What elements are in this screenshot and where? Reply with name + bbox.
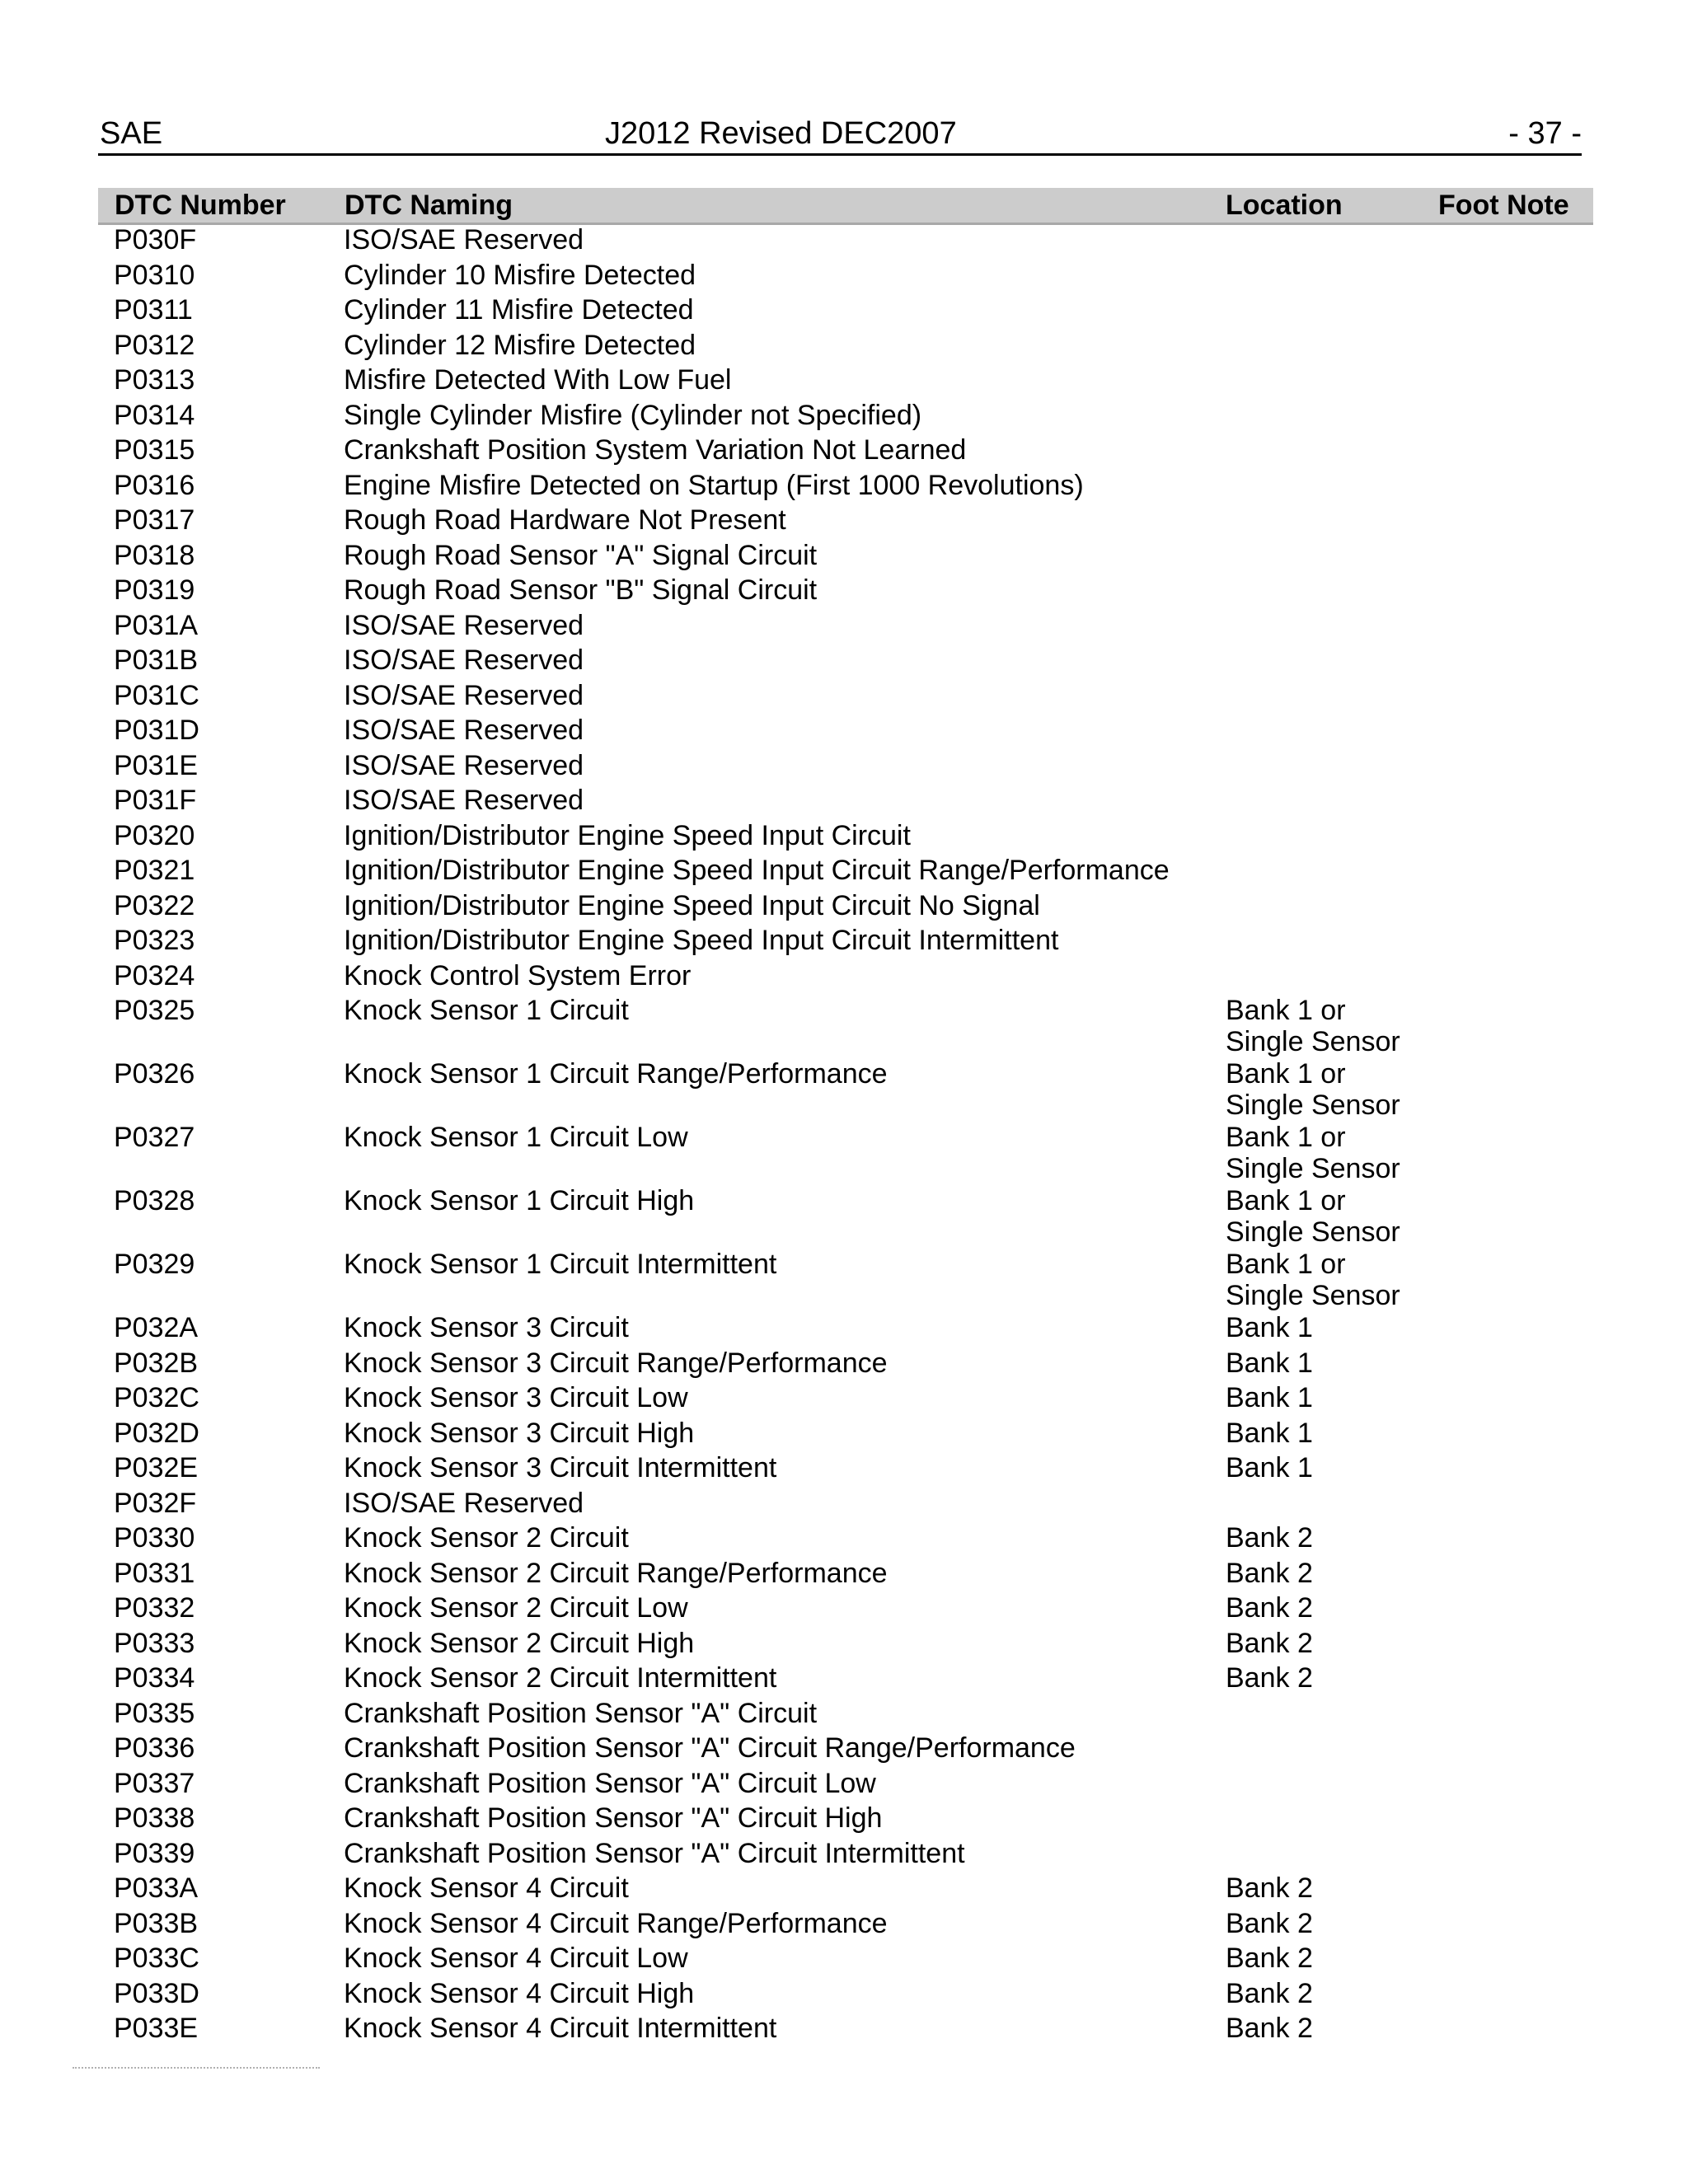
- dtc-naming-cell: ISO/SAE Reserved: [344, 224, 584, 255]
- dtc-number-cell: P032F: [114, 1487, 197, 1519]
- dtc-naming-cell: Crankshaft Position Sensor "A" Circuit Range/Performance: [344, 1732, 1076, 1764]
- dtc-number-cell: P0335: [114, 1697, 195, 1729]
- table-row: [0, 713, 1688, 748]
- dtc-number-cell: P0331: [114, 1557, 195, 1589]
- dtc-naming-cell: Ignition/Distributor Engine Speed Input Circuit No Signal: [344, 889, 1040, 921]
- dtc-number-cell: P0310: [114, 259, 195, 291]
- table-row: [0, 258, 1688, 293]
- dtc-number-cell: P032D: [114, 1417, 199, 1449]
- dtc-naming-cell: Single Cylinder Misfire (Cylinder not Specified): [344, 399, 922, 431]
- location-cell: Bank 1 or Single Sensor: [1226, 1185, 1400, 1248]
- table-row: [0, 503, 1688, 538]
- dtc-naming-cell: Knock Sensor 3 Circuit: [344, 1312, 629, 1343]
- footer-divider: [73, 2067, 320, 2070]
- dtc-naming-cell: Crankshaft Position System Variation Not Learned: [344, 434, 967, 466]
- dtc-number-cell: P0313: [114, 364, 195, 396]
- table-row: [0, 1486, 1688, 1521]
- dtc-number-cell: P0311: [114, 294, 193, 326]
- dtc-naming-cell: Cylinder 12 Misfire Detected: [344, 329, 696, 361]
- dtc-number-cell: P0336: [114, 1732, 195, 1764]
- dtc-number-cell: P0338: [114, 1802, 195, 1834]
- location-cell: Bank 1: [1226, 1382, 1313, 1413]
- table-row: [0, 783, 1688, 818]
- dtc-number-cell: P0337: [114, 1767, 195, 1799]
- dtc-naming-cell: ISO/SAE Reserved: [344, 715, 584, 746]
- dtc-naming-cell: Knock Sensor 3 Circuit Intermittent: [344, 1452, 777, 1483]
- dtc-naming-cell: Knock Sensor 4 Circuit Intermittent: [344, 2013, 777, 2044]
- location-cell: Bank 1 or Single Sensor: [1226, 1249, 1400, 1311]
- column-header-foot-note: Foot Note: [1438, 190, 1569, 221]
- table-row: [0, 363, 1688, 398]
- dtc-number-cell: P0325: [114, 995, 195, 1026]
- table-row: [0, 1696, 1688, 1732]
- dtc-number-cell: P0320: [114, 819, 195, 851]
- dtc-number-cell: P033D: [114, 1977, 199, 2009]
- dtc-number-cell: P0315: [114, 434, 195, 466]
- table-row: [0, 818, 1688, 854]
- dtc-number-cell: P0333: [114, 1627, 195, 1659]
- dtc-naming-cell: Knock Sensor 2 Circuit Intermittent: [344, 1662, 777, 1694]
- dtc-naming-cell: ISO/SAE Reserved: [344, 644, 584, 676]
- dtc-number-cell: P032B: [114, 1347, 199, 1379]
- column-header-dtc-number: DTC Number: [115, 190, 286, 221]
- dtc-number-cell: P030F: [114, 224, 197, 255]
- location-cell: Bank 1 or Single Sensor: [1226, 1058, 1400, 1121]
- dtc-naming-cell: Knock Sensor 4 Circuit Range/Performance: [344, 1907, 888, 1939]
- table-row: [0, 1801, 1688, 1836]
- table-row: [0, 608, 1688, 644]
- location-cell: Bank 1 or Single Sensor: [1226, 995, 1400, 1057]
- column-header-location: Location: [1226, 190, 1343, 221]
- dtc-naming-cell: Misfire Detected With Low Fuel: [344, 364, 732, 396]
- dtc-naming-cell: Ignition/Distributor Engine Speed Input Circuit: [344, 819, 911, 851]
- location-cell: Bank 1: [1226, 1347, 1313, 1379]
- table-row: [0, 1346, 1688, 1381]
- dtc-number-cell: P032E: [114, 1452, 199, 1483]
- location-cell: Bank 2: [1226, 1522, 1313, 1554]
- dtc-number-cell: P0316: [114, 469, 195, 501]
- dtc-naming-cell: ISO/SAE Reserved: [344, 749, 584, 781]
- dtc-number-cell: P0329: [114, 1249, 195, 1280]
- table-row: [0, 1941, 1688, 1976]
- header-doc-title: J2012 Revised DEC2007: [605, 116, 957, 151]
- table-row: [0, 1556, 1688, 1591]
- dtc-naming-cell: Cylinder 11 Misfire Detected: [344, 294, 694, 326]
- dtc-number-cell: P033C: [114, 1943, 199, 1974]
- dtc-naming-cell: ISO/SAE Reserved: [344, 609, 584, 641]
- dtc-number-cell: P0334: [114, 1662, 195, 1694]
- dtc-number-cell: P0326: [114, 1058, 195, 1090]
- dtc-naming-cell: Crankshaft Position Sensor "A" Circuit High: [344, 1802, 883, 1834]
- dtc-number-cell: P0328: [114, 1185, 195, 1216]
- location-cell: Bank 1: [1226, 1312, 1313, 1343]
- dtc-naming-cell: Knock Sensor 4 Circuit: [344, 1872, 629, 1904]
- dtc-naming-cell: Rough Road Sensor "B" Signal Circuit: [344, 574, 818, 606]
- dtc-naming-cell: Knock Sensor 1 Circuit Low: [344, 1122, 688, 1153]
- dtc-naming-cell: Knock Sensor 1 Circuit Intermittent: [344, 1249, 777, 1280]
- table-row: [0, 748, 1688, 784]
- dtc-number-cell: P0324: [114, 959, 195, 991]
- dtc-number-cell: P0332: [114, 1592, 195, 1624]
- dtc-number-cell: P031F: [114, 785, 197, 816]
- location-cell: Bank 2: [1226, 1872, 1313, 1904]
- table-row: [0, 1661, 1688, 1696]
- table-row: [0, 643, 1688, 678]
- dtc-naming-cell: Ignition/Distributor Engine Speed Input Circuit Range/Performance: [344, 855, 1170, 886]
- location-cell: Bank 1 or Single Sensor: [1226, 1122, 1400, 1184]
- table-row: [0, 398, 1688, 434]
- location-cell: Bank 2: [1226, 1627, 1313, 1659]
- dtc-number-cell: P0317: [114, 504, 195, 536]
- dtc-number-cell: P031B: [114, 644, 199, 676]
- dtc-number-cell: P031A: [114, 609, 199, 641]
- dtc-naming-cell: Cylinder 10 Misfire Detected: [344, 259, 696, 291]
- table-row: [0, 1591, 1688, 1626]
- location-cell: Bank 2: [1226, 1943, 1313, 1974]
- column-header-dtc-naming: DTC Naming: [345, 190, 513, 221]
- table-row: [0, 1247, 1688, 1310]
- dtc-naming-cell: ISO/SAE Reserved: [344, 785, 584, 816]
- location-cell: Bank 2: [1226, 1662, 1313, 1694]
- table-row: [0, 1836, 1688, 1872]
- table-row: [0, 923, 1688, 958]
- dtc-naming-cell: ISO/SAE Reserved: [344, 1487, 584, 1519]
- dtc-number-cell: P0322: [114, 889, 195, 921]
- dtc-naming-cell: Knock Sensor 3 Circuit Low: [344, 1382, 688, 1413]
- table-row: [0, 223, 1688, 258]
- dtc-naming-cell: Knock Sensor 2 Circuit: [344, 1522, 629, 1554]
- table-row: [0, 1626, 1688, 1661]
- header-page-number: - 37 -: [1508, 116, 1582, 151]
- dtc-number-cell: P033B: [114, 1907, 199, 1939]
- table-row: [0, 1976, 1688, 2012]
- table-row: [0, 958, 1688, 994]
- location-cell: Bank 1: [1226, 1452, 1313, 1483]
- location-cell: Bank 2: [1226, 1592, 1313, 1624]
- dtc-naming-cell: Knock Sensor 4 Circuit High: [344, 1977, 695, 2009]
- dtc-naming-cell: Knock Sensor 2 Circuit High: [344, 1627, 695, 1659]
- table-row: [0, 468, 1688, 504]
- table-row: [0, 1451, 1688, 1486]
- dtc-naming-cell: Knock Sensor 1 Circuit: [344, 995, 629, 1026]
- dtc-naming-cell: Knock Sensor 2 Circuit Range/Performance: [344, 1557, 888, 1589]
- dtc-number-cell: P0323: [114, 925, 195, 956]
- page-header: [98, 117, 1582, 156]
- table-row: [0, 1057, 1688, 1120]
- table-row: [0, 1310, 1688, 1346]
- dtc-naming-cell: Knock Sensor 1 Circuit Range/Performance: [344, 1058, 888, 1090]
- dtc-naming-cell: Crankshaft Position Sensor "A" Circuit Intermittent: [344, 1837, 965, 1869]
- dtc-number-cell: P0314: [114, 399, 195, 431]
- dtc-naming-cell: ISO/SAE Reserved: [344, 679, 584, 711]
- table-row: [0, 1731, 1688, 1766]
- table-row: [0, 538, 1688, 574]
- table-row: [0, 678, 1688, 714]
- dtc-number-cell: P0318: [114, 539, 195, 571]
- dtc-number-cell: P031E: [114, 749, 199, 781]
- dtc-naming-cell: Knock Sensor 3 Circuit High: [344, 1417, 695, 1449]
- table-row: [0, 1380, 1688, 1416]
- dtc-naming-cell: Knock Sensor 4 Circuit Low: [344, 1943, 688, 1974]
- dtc-naming-cell: Knock Sensor 3 Circuit Range/Performance: [344, 1347, 888, 1379]
- dtc-naming-cell: Knock Sensor 1 Circuit High: [344, 1185, 695, 1216]
- table-row: [0, 853, 1688, 888]
- dtc-naming-cell: Knock Sensor 2 Circuit Low: [344, 1592, 688, 1624]
- dtc-number-cell: P0312: [114, 329, 195, 361]
- dtc-naming-cell: Rough Road Sensor "A" Signal Circuit: [344, 539, 818, 571]
- dtc-naming-cell: Rough Road Hardware Not Present: [344, 504, 786, 536]
- dtc-number-cell: P0330: [114, 1522, 195, 1554]
- header-org: SAE: [100, 116, 163, 151]
- table-row: [0, 433, 1688, 468]
- dtc-number-cell: P033E: [114, 2013, 199, 2044]
- location-cell: Bank 2: [1226, 2013, 1313, 2044]
- table-row: [0, 1521, 1688, 1556]
- location-cell: Bank 1: [1226, 1417, 1313, 1449]
- location-cell: Bank 2: [1226, 1907, 1313, 1939]
- table-row: [0, 1766, 1688, 1802]
- table-row: [0, 888, 1688, 924]
- table-row: [0, 2011, 1688, 2046]
- dtc-naming-cell: Knock Control System Error: [344, 959, 692, 991]
- table-row: [0, 1871, 1688, 1906]
- dtc-number-cell: P0319: [114, 574, 195, 606]
- dtc-number-cell: P031D: [114, 715, 199, 746]
- table-row: [0, 1183, 1688, 1247]
- table-row: [0, 328, 1688, 363]
- table-row: [0, 1416, 1688, 1451]
- dtc-naming-cell: Crankshaft Position Sensor "A" Circuit: [344, 1697, 818, 1729]
- table-row: [0, 993, 1688, 1057]
- table-header: [98, 188, 1593, 225]
- dtc-naming-cell: Ignition/Distributor Engine Speed Input Circuit Intermittent: [344, 925, 1059, 956]
- dtc-number-cell: P0321: [114, 855, 195, 886]
- dtc-number-cell: P031C: [114, 679, 199, 711]
- dtc-number-cell: P032A: [114, 1312, 199, 1343]
- table-row: [0, 293, 1688, 328]
- location-cell: Bank 2: [1226, 1557, 1313, 1589]
- dtc-number-cell: P032C: [114, 1382, 199, 1413]
- dtc-number-cell: P0339: [114, 1837, 195, 1869]
- table-row: [0, 1906, 1688, 1942]
- dtc-number-cell: P0327: [114, 1122, 195, 1153]
- table-row: [0, 1120, 1688, 1183]
- dtc-naming-cell: Crankshaft Position Sensor "A" Circuit Low: [344, 1767, 876, 1799]
- dtc-naming-cell: Engine Misfire Detected on Startup (First 1000 Revolutions): [344, 469, 1084, 501]
- location-cell: Bank 2: [1226, 1977, 1313, 2009]
- dtc-number-cell: P033A: [114, 1872, 199, 1904]
- table-row: [0, 573, 1688, 608]
- dtc-table-body: [0, 223, 1688, 2046]
